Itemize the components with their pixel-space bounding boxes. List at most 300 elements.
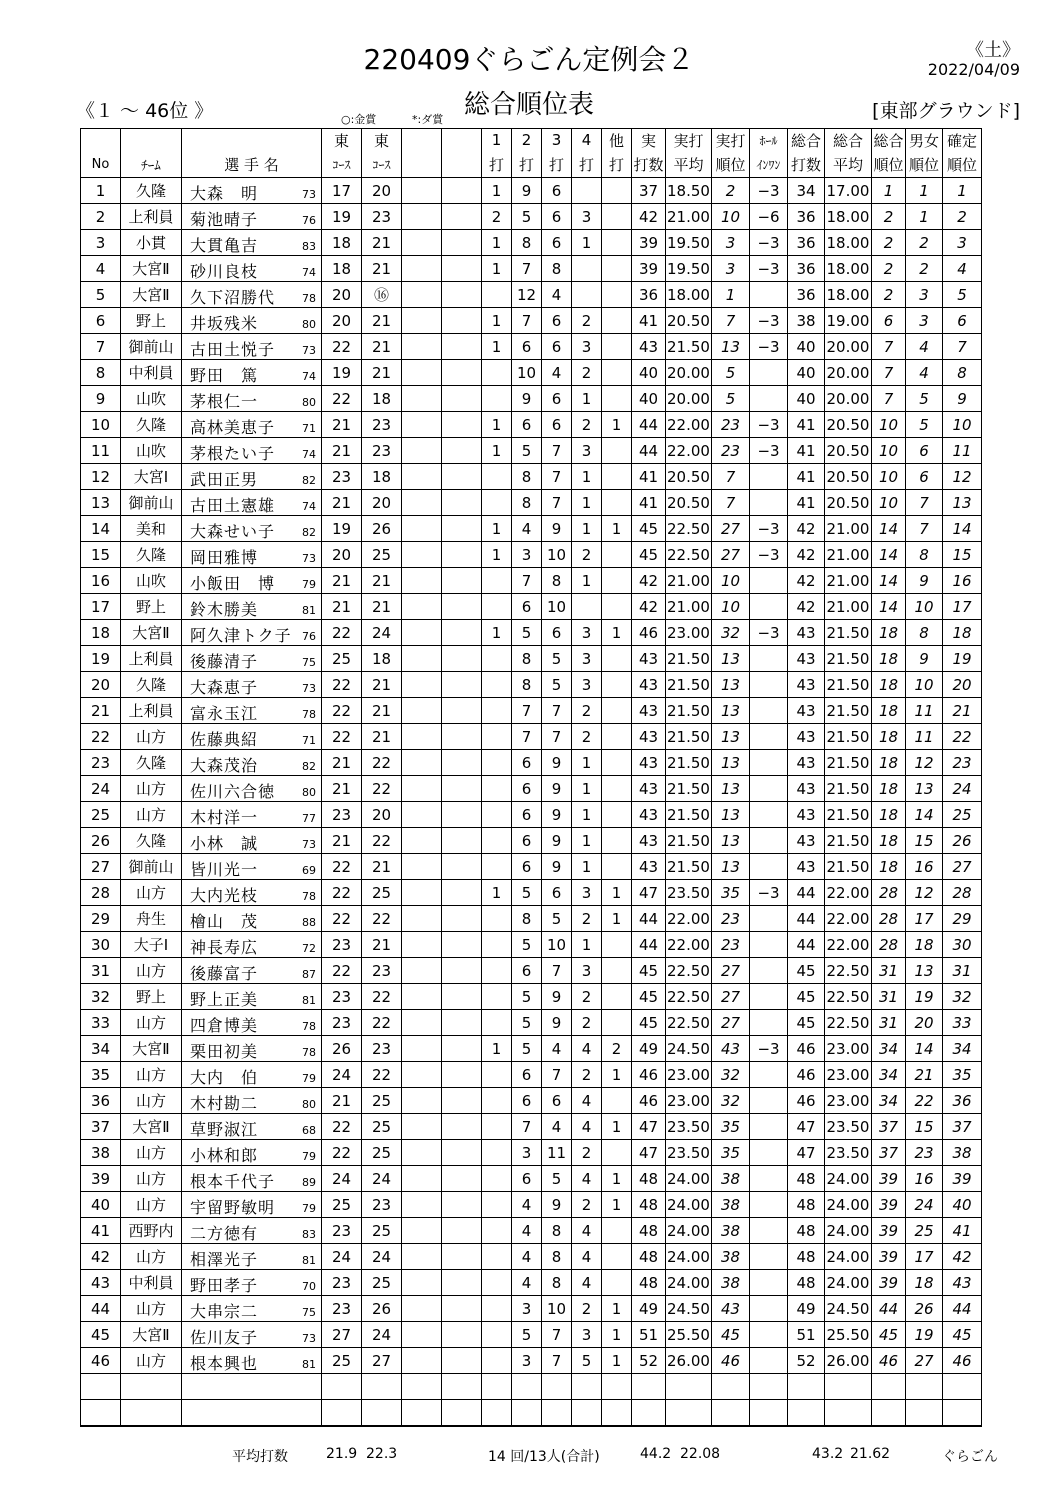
cell-blank-b (442, 1244, 482, 1270)
table-row (81, 932, 982, 958)
cell-blank-a (402, 1036, 442, 1062)
cell-blank-a (402, 1270, 442, 1296)
player-name: 佐藤典紹 (190, 730, 259, 749)
cell-empty (943, 1374, 982, 1400)
cell-east2: 26 (362, 1296, 402, 1322)
player-age: 81 (302, 604, 316, 617)
cell-real-strokes: 41 (632, 308, 666, 334)
table-row (81, 230, 982, 256)
cell-blank-b (442, 464, 482, 490)
cell-real-strokes: 48 (632, 1218, 666, 1244)
cell-east2: 18 (362, 464, 402, 490)
cell-final-rank: 22 (943, 724, 982, 750)
cell-real-avg: 24.00 (666, 1166, 712, 1192)
cell-stroke2: 7 (512, 568, 542, 594)
cell-empty (81, 1400, 121, 1427)
cell-real-rank: 23 (712, 932, 750, 958)
cell-blank-b (442, 854, 482, 880)
cell-total-avg: 21.50 (825, 828, 872, 854)
cell-blank-a (402, 698, 442, 724)
cell-sex-rank: 12 (906, 880, 943, 906)
cell-east1: 22 (322, 334, 362, 360)
cell-empty (182, 1374, 322, 1400)
cell-stroke1 (482, 724, 512, 750)
cell-blank-b (442, 672, 482, 698)
table-row (81, 1036, 982, 1062)
cell-total-rank: 10 (872, 464, 906, 490)
player-name: 高林美恵子 (190, 418, 276, 437)
cell-real-strokes: 48 (632, 1244, 666, 1270)
cell-real-rank: 13 (712, 672, 750, 698)
cell-final-rank: 1 (943, 178, 982, 204)
cell-east2: 25 (362, 1088, 402, 1114)
cell-stroke1 (482, 1296, 512, 1322)
cell-stroke4: 2 (572, 1192, 602, 1218)
cell-stroke1 (482, 672, 512, 698)
cell-real-strokes: 43 (632, 646, 666, 672)
cell-other: 1 (602, 880, 632, 906)
cell-team: 中利員 (121, 1270, 182, 1296)
cell-east2: 22 (362, 750, 402, 776)
cell-empty (482, 1374, 512, 1400)
cell-sex-rank: 8 (906, 620, 943, 646)
cell-no: 25 (81, 802, 121, 828)
cell-stroke2: 5 (512, 1322, 542, 1348)
cell-no: 12 (81, 464, 121, 490)
cell-total-rank: 34 (872, 1036, 906, 1062)
cell-team: 大宮Ⅱ (121, 620, 182, 646)
cell-real-avg: 21.50 (666, 750, 712, 776)
cell-stroke1 (482, 490, 512, 516)
cell-player-name (182, 308, 322, 334)
cell-hole-in-one (750, 594, 788, 620)
cell-team: 山方 (121, 776, 182, 802)
cell-real-rank: 32 (712, 1088, 750, 1114)
cell-east2: 25 (362, 1218, 402, 1244)
cell-stroke4: 2 (572, 724, 602, 750)
cell-total-avg: 23.00 (825, 1062, 872, 1088)
cell-real-avg: 24.50 (666, 1036, 712, 1062)
cell-player-name (182, 750, 322, 776)
cell-sex-rank: 15 (906, 1114, 943, 1140)
cell-total-rank: 18 (872, 828, 906, 854)
cell-no: 22 (81, 724, 121, 750)
cell-team: 上利員 (121, 646, 182, 672)
cell-player-name (182, 1192, 322, 1218)
player-age: 70 (302, 1280, 316, 1293)
cell-stroke3: 4 (542, 1036, 572, 1062)
cell-total-rank: 2 (872, 256, 906, 282)
cell-total-avg: 21.50 (825, 698, 872, 724)
cell-empty (750, 1400, 788, 1427)
cell-no: 7 (81, 334, 121, 360)
cell-real-strokes: 48 (632, 1192, 666, 1218)
cell-final-rank: 14 (943, 516, 982, 542)
cell-empty (632, 1374, 666, 1400)
cell-stroke2: 10 (512, 360, 542, 386)
cell-no: 27 (81, 854, 121, 880)
cell-player-name (182, 1114, 322, 1140)
cell-team: 野上 (121, 594, 182, 620)
cell-blank-a (402, 984, 442, 1010)
cell-total-avg: 21.00 (825, 568, 872, 594)
cell-stroke3: 8 (542, 1244, 572, 1270)
cell-team: 大宮Ⅱ (121, 1114, 182, 1140)
cell-final-rank: 23 (943, 750, 982, 776)
cell-total-rank: 34 (872, 1062, 906, 1088)
cell-stroke4 (572, 178, 602, 204)
cell-stroke2: 4 (512, 1244, 542, 1270)
player-name: 四倉博美 (190, 1016, 259, 1035)
cell-hole-in-one (750, 1062, 788, 1088)
cell-real-strokes: 42 (632, 594, 666, 620)
cell-hole-in-one (750, 724, 788, 750)
cell-team: 山方 (121, 724, 182, 750)
player-age: 68 (302, 1124, 316, 1137)
cell-empty (906, 1400, 943, 1427)
cell-total-avg: 24.00 (825, 1166, 872, 1192)
cell-real-avg: 26.00 (666, 1348, 712, 1374)
cell-real-avg: 21.50 (666, 802, 712, 828)
cell-stroke1 (482, 386, 512, 412)
cell-sex-rank: 16 (906, 1166, 943, 1192)
cell-stroke1 (482, 984, 512, 1010)
cell-total-rank: 31 (872, 1010, 906, 1036)
cell-sex-rank: 6 (906, 464, 943, 490)
cell-sex-rank: 10 (906, 594, 943, 620)
cell-sex-rank: 26 (906, 1296, 943, 1322)
cell-stroke3: 7 (542, 958, 572, 984)
cell-stroke2: 6 (512, 828, 542, 854)
table-row (81, 802, 982, 828)
cell-no: 23 (81, 750, 121, 776)
col-other: 他 (602, 129, 632, 152)
cell-real-rank: 45 (712, 1322, 750, 1348)
cell-real-strokes: 43 (632, 802, 666, 828)
cell-stroke1: 1 (482, 256, 512, 282)
cell-real-avg: 23.50 (666, 880, 712, 906)
cell-real-avg: 22.50 (666, 542, 712, 568)
cell-stroke1 (482, 1244, 512, 1270)
cell-stroke3: 7 (542, 1062, 572, 1088)
cell-total-avg: 20.00 (825, 334, 872, 360)
cell-blank-b (442, 1322, 482, 1348)
cell-hole-in-one: −3 (750, 620, 788, 646)
cell-stroke2: 5 (512, 1036, 542, 1062)
cell-stroke2: 9 (512, 386, 542, 412)
cell-stroke2: 5 (512, 438, 542, 464)
cell-total-strokes: 48 (788, 1192, 825, 1218)
cell-real-avg: 22.50 (666, 516, 712, 542)
cell-east2: 23 (362, 204, 402, 230)
cell-east1: 21 (322, 568, 362, 594)
cell-no: 43 (81, 1270, 121, 1296)
cell-hole-in-one (750, 698, 788, 724)
footer-avg-real: 44.2 (640, 1446, 672, 1462)
cell-stroke2: 4 (512, 1270, 542, 1296)
cell-sex-rank: 9 (906, 568, 943, 594)
col-team: ﾁｰﾑ (121, 151, 182, 178)
cell-total-strokes: 42 (788, 542, 825, 568)
cell-east2: 22 (362, 984, 402, 1010)
cell-blank-a (402, 1296, 442, 1322)
col-real-avg: 実打 (666, 129, 712, 152)
cell-sex-rank: 17 (906, 1244, 943, 1270)
cell-total-avg: 21.50 (825, 750, 872, 776)
cell-team: 山方 (121, 880, 182, 906)
cell-stroke3: 10 (542, 542, 572, 568)
cell-total-strokes: 40 (788, 386, 825, 412)
cell-team: 山方 (121, 1244, 182, 1270)
col-no: No (81, 151, 121, 178)
cell-total-strokes: 34 (788, 178, 825, 204)
table-row (81, 1322, 982, 1348)
cell-total-strokes: 46 (788, 1088, 825, 1114)
cell-final-rank: 37 (943, 1114, 982, 1140)
cell-hole-in-one (750, 646, 788, 672)
cell-blank-a (402, 1244, 442, 1270)
player-age: 81 (302, 1358, 316, 1371)
cell-real-strokes: 47 (632, 880, 666, 906)
cell-player-name (182, 360, 322, 386)
player-name: 岡田雅博 (190, 548, 259, 567)
cell-empty (872, 1374, 906, 1400)
cell-stroke4: 2 (572, 1140, 602, 1166)
cell-empty (512, 1400, 542, 1427)
cell-stroke3: 8 (542, 1218, 572, 1244)
cell-no: 18 (81, 620, 121, 646)
cell-blank-b (442, 282, 482, 308)
cell-stroke2: 5 (512, 932, 542, 958)
cell-stroke4: 4 (572, 1218, 602, 1244)
cell-total-strokes: 36 (788, 282, 825, 308)
cell-empty (666, 1374, 712, 1400)
cell-stroke2: 6 (512, 1062, 542, 1088)
cell-total-rank: 18 (872, 802, 906, 828)
cell-stroke3: 10 (542, 1296, 572, 1322)
player-name: 神長寿広 (190, 938, 259, 957)
cell-sex-rank: 1 (906, 204, 943, 230)
col-total-rank: 総合 (872, 129, 906, 152)
cell-total-avg: 22.00 (825, 906, 872, 932)
cell-blank-a (402, 1062, 442, 1088)
player-name: 檜山 茂 (190, 912, 259, 931)
player-age: 81 (302, 994, 316, 1007)
cell-east2: 21 (362, 568, 402, 594)
cell-east2: 18 (362, 646, 402, 672)
cell-player-name (182, 932, 322, 958)
cell-east1: 27 (322, 1322, 362, 1348)
cell-real-avg: 23.00 (666, 620, 712, 646)
cell-stroke3: 5 (542, 906, 572, 932)
cell-real-strokes: 49 (632, 1036, 666, 1062)
cell-stroke3: 5 (542, 672, 572, 698)
footer-avg-label: 平均打数 (232, 1449, 288, 1465)
cell-real-avg: 21.00 (666, 204, 712, 230)
player-age: 74 (302, 370, 316, 383)
cell-total-rank: 6 (872, 308, 906, 334)
cell-total-rank: 10 (872, 490, 906, 516)
cell-stroke1 (482, 594, 512, 620)
cell-no: 26 (81, 828, 121, 854)
player-age: 73 (302, 344, 316, 357)
cell-player-name (182, 1036, 322, 1062)
cell-player-name (182, 1348, 322, 1374)
cell-east1: 24 (322, 1166, 362, 1192)
cell-real-strokes: 49 (632, 1296, 666, 1322)
cell-other (602, 1244, 632, 1270)
cell-total-avg: 24.00 (825, 1270, 872, 1296)
table-row (81, 1088, 982, 1114)
footer-avg-total: 43.2 (812, 1446, 844, 1462)
cell-stroke1 (482, 1062, 512, 1088)
cell-blank-a (402, 958, 442, 984)
player-name: 木村洋一 (190, 808, 259, 827)
cell-stroke1: 1 (482, 308, 512, 334)
cell-real-strokes: 39 (632, 230, 666, 256)
table-row (81, 516, 982, 542)
cell-total-strokes: 43 (788, 828, 825, 854)
cell-real-rank: 27 (712, 542, 750, 568)
player-name: 野田孝子 (190, 1276, 259, 1295)
cell-hole-in-one (750, 1166, 788, 1192)
cell-stroke4: 1 (572, 828, 602, 854)
cell-real-strokes: 45 (632, 516, 666, 542)
cell-player-name (182, 1140, 322, 1166)
cell-stroke4: 2 (572, 906, 602, 932)
cell-blank-b (442, 490, 482, 516)
cell-east1: 25 (322, 1348, 362, 1374)
cell-hole-in-one (750, 1244, 788, 1270)
table-row (81, 958, 982, 984)
cell-total-rank: 46 (872, 1348, 906, 1374)
cell-stroke3: 6 (542, 620, 572, 646)
cell-no: 10 (81, 412, 121, 438)
cell-stroke2: 6 (512, 412, 542, 438)
cell-blank-a (402, 438, 442, 464)
footer-rounds: 14 回/13人(合計) (488, 1449, 600, 1465)
cell-total-strokes: 51 (788, 1322, 825, 1348)
cell-total-avg: 20.50 (825, 438, 872, 464)
cell-sex-rank: 19 (906, 1322, 943, 1348)
cell-player-name (182, 438, 322, 464)
cell-other (602, 854, 632, 880)
cell-final-rank: 5 (943, 282, 982, 308)
cell-east1: 23 (322, 1270, 362, 1296)
cell-other (602, 1218, 632, 1244)
player-age: 78 (302, 292, 316, 305)
cell-no: 9 (81, 386, 121, 412)
cell-total-rank: 44 (872, 1296, 906, 1322)
cell-total-avg: 24.00 (825, 1244, 872, 1270)
cell-hole-in-one: −3 (750, 334, 788, 360)
table-row (81, 178, 982, 204)
cell-stroke3: 8 (542, 568, 572, 594)
cell-stroke1 (482, 750, 512, 776)
cell-blank-a (402, 360, 442, 386)
cell-east1: 22 (322, 1114, 362, 1140)
cell-total-rank: 14 (872, 594, 906, 620)
cell-real-avg: 25.50 (666, 1322, 712, 1348)
cell-total-strokes: 41 (788, 412, 825, 438)
player-name: 鈴木勝美 (190, 600, 259, 619)
cell-east2: 26 (362, 516, 402, 542)
cell-total-strokes: 47 (788, 1114, 825, 1140)
cell-total-avg: 21.50 (825, 854, 872, 880)
cell-east2: 21 (362, 698, 402, 724)
cell-total-strokes: 41 (788, 438, 825, 464)
cell-total-avg: 21.50 (825, 672, 872, 698)
cell-blank-b (442, 828, 482, 854)
cell-no: 41 (81, 1218, 121, 1244)
cell-team: 山方 (121, 1166, 182, 1192)
cell-stroke1 (482, 776, 512, 802)
cell-real-rank: 5 (712, 386, 750, 412)
cell-player-name (182, 1088, 322, 1114)
cell-east2: 24 (362, 620, 402, 646)
cell-final-rank: 33 (943, 1010, 982, 1036)
cell-empty (825, 1400, 872, 1427)
date-label: 2022/04/09 (927, 60, 1020, 79)
cell-east1: 23 (322, 984, 362, 1010)
cell-stroke1 (482, 854, 512, 880)
cell-other (602, 802, 632, 828)
cell-east1: 21 (322, 750, 362, 776)
cell-real-strokes: 43 (632, 854, 666, 880)
cell-other (602, 438, 632, 464)
cell-player-name (182, 1010, 322, 1036)
cell-real-rank: 13 (712, 802, 750, 828)
cell-real-rank: 38 (712, 1270, 750, 1296)
cell-stroke1 (482, 1192, 512, 1218)
cell-other (602, 360, 632, 386)
player-age: 80 (302, 396, 316, 409)
player-age: 79 (302, 1202, 316, 1215)
cell-stroke2: 8 (512, 464, 542, 490)
cell-player-name (182, 1322, 322, 1348)
cell-player-name (182, 1166, 322, 1192)
table-row (81, 1140, 982, 1166)
table-row (81, 412, 982, 438)
col-player-name: 選 手 名 (182, 151, 322, 178)
cell-total-avg: 21.00 (825, 542, 872, 568)
cell-hole-in-one: −3 (750, 178, 788, 204)
cell-total-rank: 18 (872, 724, 906, 750)
cell-blank-b (442, 1348, 482, 1374)
cell-sex-rank: 2 (906, 256, 943, 282)
cell-total-strokes: 43 (788, 698, 825, 724)
cell-blank-a (402, 724, 442, 750)
cell-team: 山方 (121, 1192, 182, 1218)
cell-other (602, 490, 632, 516)
cell-real-avg: 22.00 (666, 906, 712, 932)
cell-stroke4: 4 (572, 1270, 602, 1296)
cell-empty (572, 1400, 602, 1427)
cell-stroke3: 7 (542, 490, 572, 516)
cell-real-strokes: 47 (632, 1140, 666, 1166)
cell-stroke4: 1 (572, 776, 602, 802)
cell-no: 6 (81, 308, 121, 334)
cell-stroke1 (482, 1218, 512, 1244)
cell-blank-b (442, 698, 482, 724)
cell-stroke1: 1 (482, 1036, 512, 1062)
cell-real-strokes: 41 (632, 464, 666, 490)
cell-real-rank: 38 (712, 1192, 750, 1218)
player-age: 76 (302, 630, 316, 643)
cell-blank-a (402, 828, 442, 854)
cell-total-strokes: 36 (788, 204, 825, 230)
cell-team: 山方 (121, 1348, 182, 1374)
